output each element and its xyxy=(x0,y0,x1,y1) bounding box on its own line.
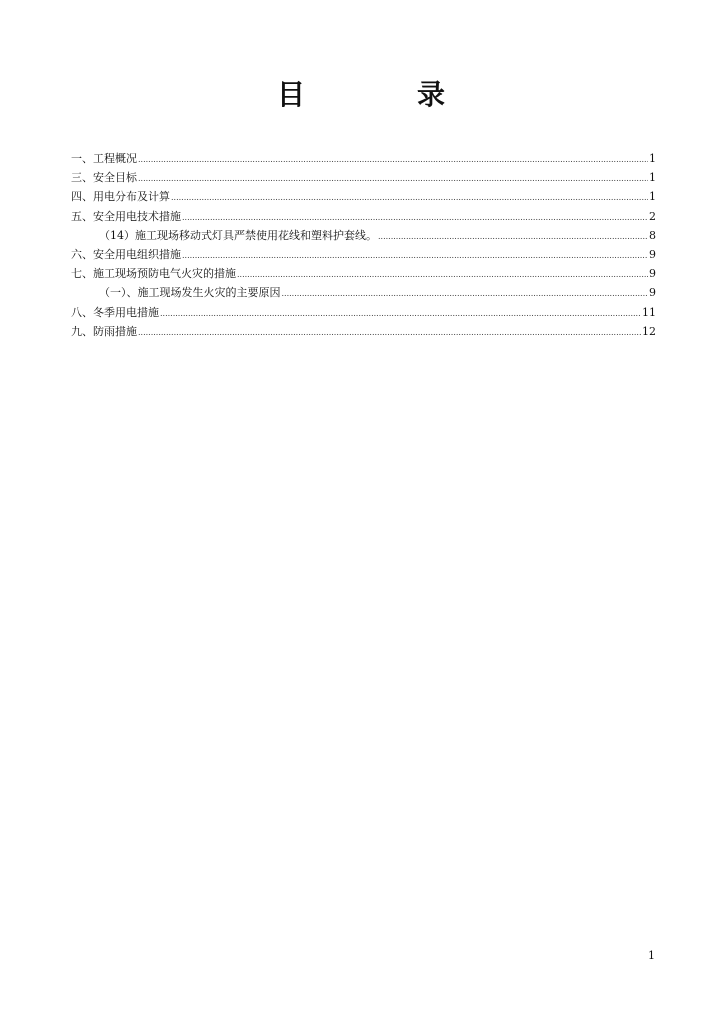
toc-entry-page: 12 xyxy=(642,324,656,338)
toc-entry-1[interactable] xyxy=(71,149,656,168)
toc-entry-text: 六、安全用电组织措施 xyxy=(71,247,181,261)
toc-dot-leader xyxy=(138,169,648,188)
toc-entry-2[interactable] xyxy=(71,168,656,187)
toc-dot-leader xyxy=(171,188,648,207)
toc-dot-leader xyxy=(138,150,648,169)
toc-dot-leader xyxy=(182,208,648,227)
toc-entry-page: 1 xyxy=(649,190,656,204)
toc-entry-page: 9 xyxy=(649,286,656,300)
toc-title xyxy=(0,78,724,112)
toc-entry-text: （一）、施工现场发生火灾的主要原因 xyxy=(99,286,281,300)
toc-entry-text: 八、冬季用电措施 xyxy=(71,305,159,319)
toc-entry-3[interactable] xyxy=(71,187,656,206)
toc-entry-7[interactable] xyxy=(71,264,656,283)
toc-entry-8[interactable] xyxy=(71,283,656,302)
title-char-2: 录 xyxy=(417,78,446,111)
toc-entry-page: 2 xyxy=(649,209,656,223)
toc-entry-9[interactable] xyxy=(71,303,656,322)
toc-entry-5[interactable] xyxy=(71,226,656,245)
toc-entry-page: 11 xyxy=(642,305,656,319)
toc-dot-leader xyxy=(138,323,641,342)
toc-dot-leader xyxy=(282,284,649,303)
toc-entry-4[interactable] xyxy=(71,207,656,226)
toc-entry-text: 七、施工现场预防电气火灾的措施 xyxy=(71,267,236,281)
title-char-1: 目 xyxy=(277,78,306,111)
toc-entry-page: 8 xyxy=(649,228,656,242)
toc-entry-text: 五、安全用电技术措施 xyxy=(71,209,181,223)
toc-dot-leader xyxy=(237,265,648,284)
table-of-contents xyxy=(71,149,656,341)
toc-entry-page: 1 xyxy=(649,171,656,185)
toc-entry-text: （14）施工现场移动式灯具严禁使用花线和塑料护套线。 xyxy=(99,228,377,242)
toc-entry-6[interactable] xyxy=(71,245,656,264)
toc-entry-page: 9 xyxy=(649,267,656,281)
page-number: 1 xyxy=(648,949,655,962)
toc-entry-text: 九、防雨措施 xyxy=(71,324,137,338)
toc-entry-text: 四、用电分布及计算 xyxy=(71,190,170,204)
toc-entry-10[interactable] xyxy=(71,322,656,341)
toc-dot-leader xyxy=(378,227,648,246)
toc-entry-page: 9 xyxy=(649,247,656,261)
toc-dot-leader xyxy=(182,246,648,265)
toc-entry-page: 1 xyxy=(649,152,656,165)
toc-dot-leader xyxy=(160,304,641,323)
toc-entry-text: 一、工程概况 xyxy=(71,152,137,165)
toc-entry-text: 三、安全目标 xyxy=(71,171,137,185)
